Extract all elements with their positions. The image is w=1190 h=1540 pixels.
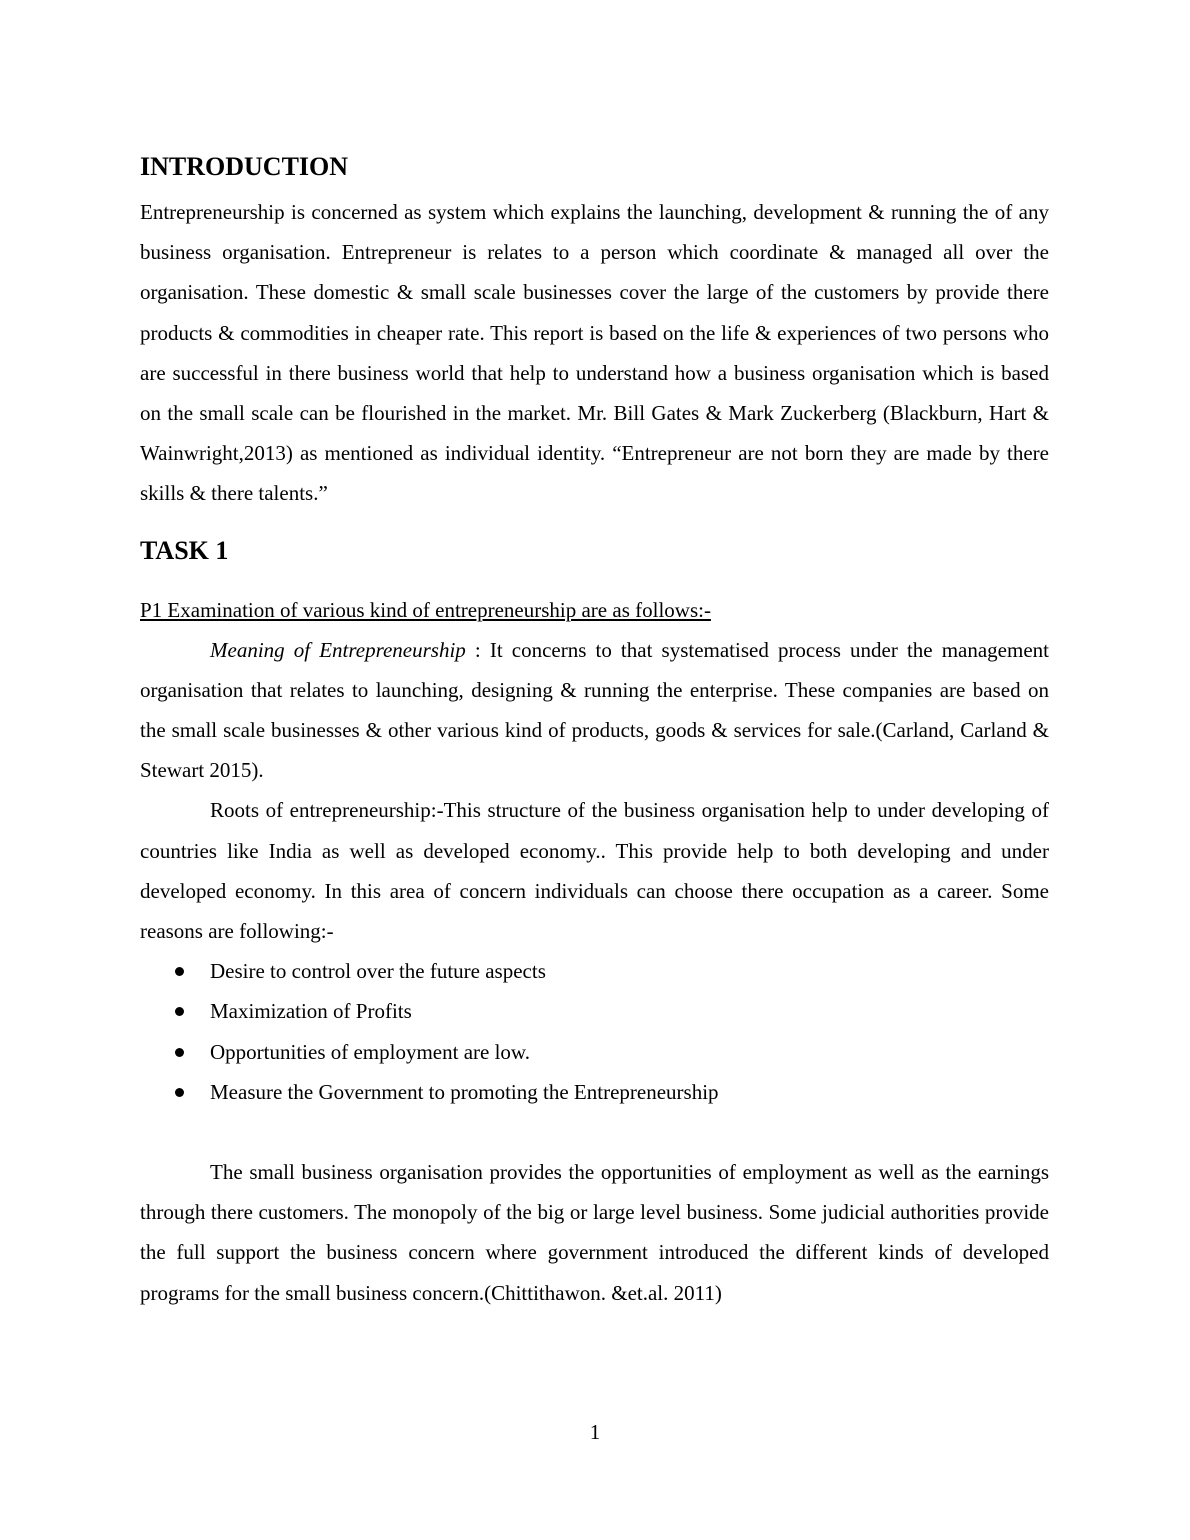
bullet-icon	[175, 1007, 184, 1016]
list-item: Desire to control over the future aspects	[140, 951, 1049, 991]
introduction-paragraph: Entrepreneurship is concerned as system which explains the launching, development & running the of any business organisation. Entrepreneur is relates to a person which coordinate & managed all over the organisation. These domestic & small scale businesses cover the large of the customers by provide there products & commodities in cheaper rate. This report is based on the life & experiences of two persons who are successful in there business world that help to understand how a business organisation which is based on the small scale can be flourished in the market. Mr. Bill Gates & Mark Zuckerberg (Blackburn, Hart & Wainwright,2013) as mentioned as individual identity. “Entrepreneur are not born they are made by there skills & there talents.”	[140, 200, 1049, 506]
closing-paragraph: The small business organisation provides the opportunities of employment as well as the earnings through there customers. The monopoly of the big or large level business. Some judicial authorities provide the full support the business concern where government introduced the different kinds of developed programs for the small business concern.(Chittithawon. &et.al. 2011)	[140, 1160, 1049, 1305]
p1-subheading: P1 Examination of various kind of entrepreneurship are as follows:-	[140, 597, 711, 622]
introduction-heading: INTRODUCTION	[140, 152, 349, 181]
document-page	[140, 150, 1049, 1313]
reasons-list	[140, 951, 1049, 1112]
task-1-heading: TASK 1	[140, 535, 229, 565]
page-number: 1	[589, 1420, 601, 1444]
bullet-icon	[175, 1088, 184, 1097]
roots-paragraph: Roots of entrepreneurship:-This structure of the business organisation help to under developing of countries like India as well as developed economy.. This provide help to both developing and under developed economy. In this area of concern individuals can choose there occupation as a career. Some reasons are following:-	[140, 798, 1049, 944]
list-item: Maximization of Profits	[140, 991, 1049, 1031]
meaning-text: : It concerns to that systematised process under the management organisation that relates to launching, designing & running the enterprise. These companies are based on the small scale businesses & other various kind of products, goods & services for sale.(Carland, Carland & Stewart 2015).	[140, 637, 1049, 783]
meaning-term: Meaning of Entrepreneurship	[210, 637, 466, 662]
bullet-icon	[175, 967, 184, 976]
bullet-icon	[175, 1048, 184, 1057]
list-item: Opportunities of employment are low.	[140, 1032, 1049, 1072]
list-item: Measure the Government to promoting the Entrepreneurship	[140, 1072, 1049, 1112]
meaning-paragraph	[140, 630, 1049, 791]
